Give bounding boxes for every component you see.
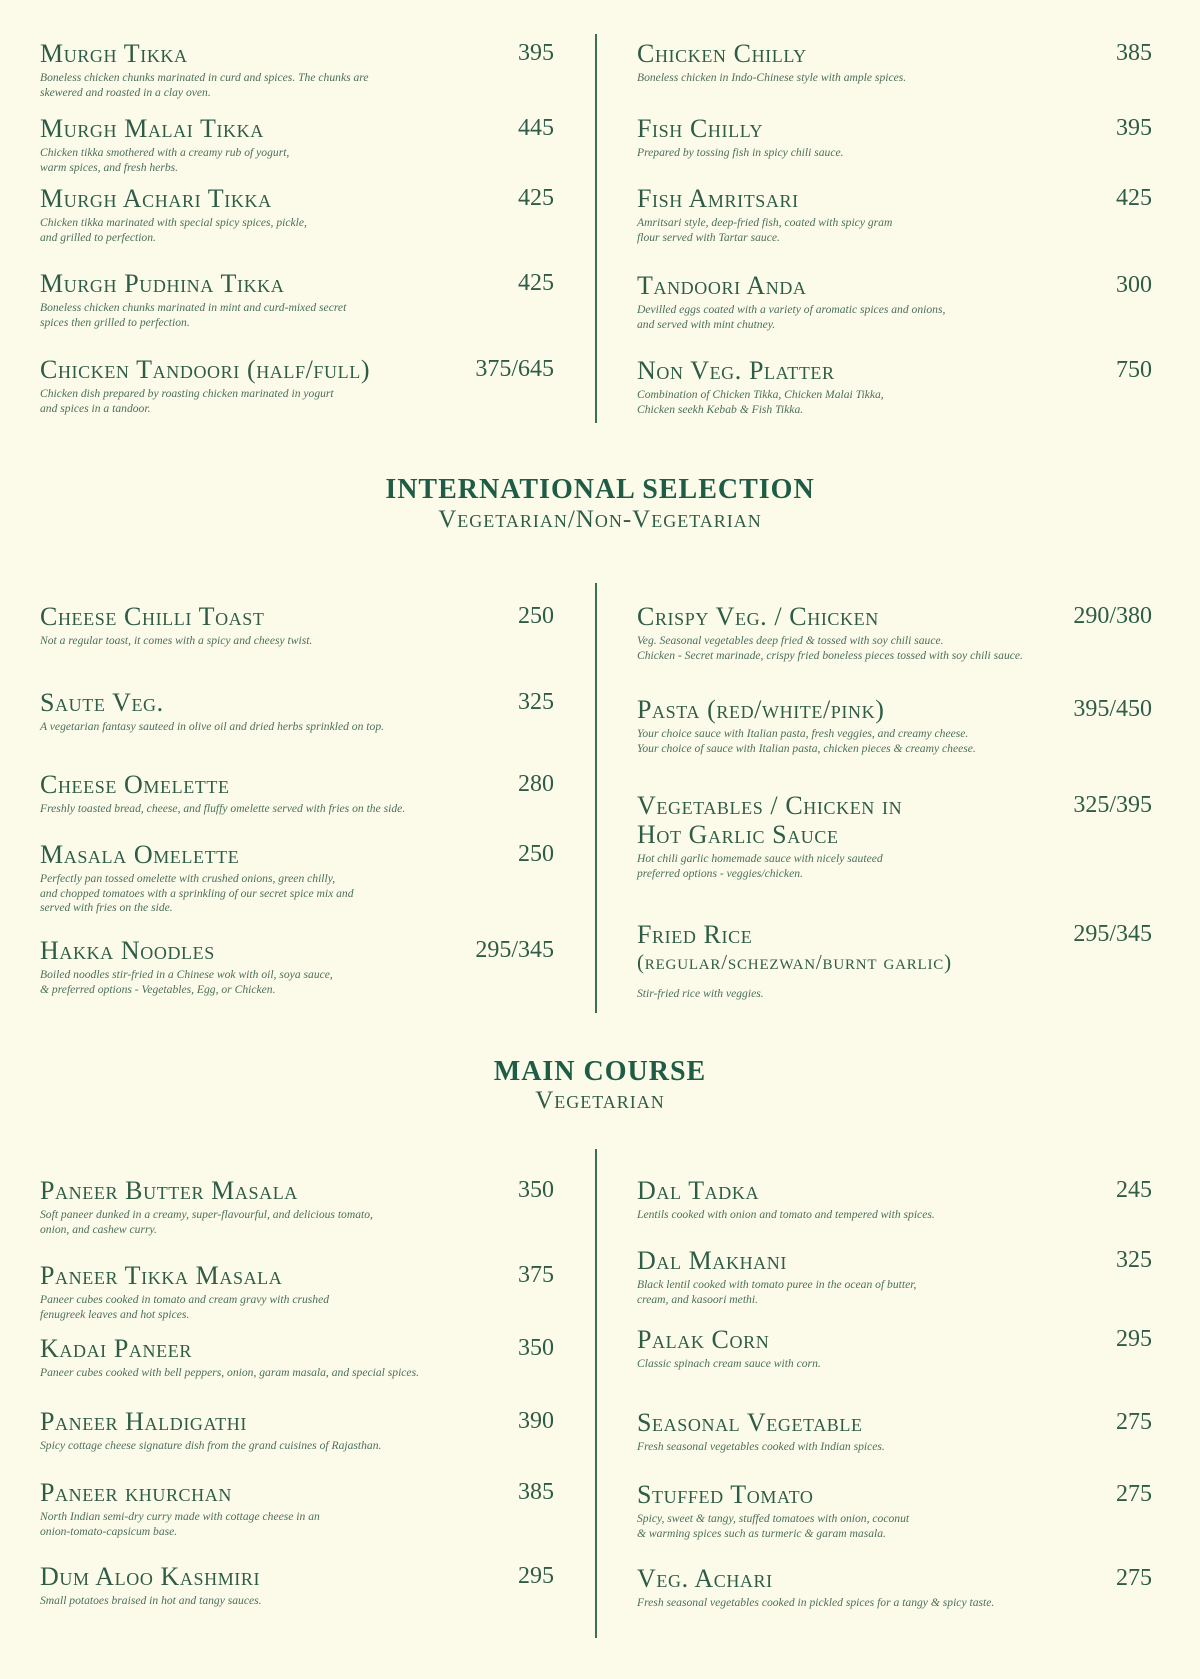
- menu-item: [637, 1408, 1152, 1455]
- menu-item-description: Lentils cooked with onion and tomato and tempered with spices.: [637, 1208, 935, 1221]
- menu-item-price: 385: [518, 1479, 554, 1505]
- menu-item-price: 375: [518, 1262, 554, 1288]
- menu-item-description: Fresh seasonal vegetables cooked with Indian spices.: [637, 1440, 885, 1453]
- menu-item-name: Cheese Omelette: [40, 770, 230, 799]
- menu-item: [637, 356, 1152, 417]
- menu-item: [40, 184, 554, 245]
- section-title: MAIN COURSE: [493, 1056, 707, 1087]
- menu-item-description: Stir-fried rice with veggies.: [637, 987, 764, 1000]
- menu-item-description: Devilled eggs coated with a variety of aromatic spices and onions, and served with mint chutney.: [637, 303, 946, 331]
- menu-item: [637, 114, 1152, 161]
- menu-item-name: Dum Aloo Kashmiri: [40, 1562, 261, 1591]
- menu-item-price: 425: [1116, 185, 1152, 211]
- menu-item-price: 250: [518, 603, 554, 629]
- menu-item: [637, 1480, 1152, 1541]
- menu-item-price: 390: [518, 1408, 554, 1434]
- menu-item-description: Fresh seasonal vegetables cooked in pickled spices for a tangy & spicy taste.: [637, 1596, 995, 1609]
- menu-item-description: Chicken dish prepared by roasting chicken marinated in yogurt and spices in a tandoor.: [40, 387, 334, 415]
- menu-item: [40, 269, 554, 330]
- menu-item-description: Small potatoes braised in hot and tangy sauces.: [40, 1594, 262, 1607]
- menu-item-description: Paneer cubes cooked with bell peppers, onion, garam masala, and special spices.: [40, 1366, 419, 1379]
- menu-item: [637, 695, 1152, 756]
- menu-item-price: 395: [518, 40, 554, 66]
- menu-item-name: Saute Veg.: [40, 688, 164, 717]
- menu-item-name: Palak Corn: [637, 1325, 770, 1354]
- menu-item-description: Not a regular toast, it comes with a spicy and cheesy twist.: [40, 634, 313, 647]
- menu-item-price: 290/380: [1073, 603, 1152, 629]
- menu-item-price: 245: [1116, 1177, 1152, 1203]
- menu-item-subname: (regular/schezwan/burnt garlic): [637, 950, 952, 974]
- menu-item-price: 295: [1116, 1326, 1152, 1352]
- menu-item-name: Stuffed Tomato: [637, 1480, 814, 1509]
- menu-item-price: 300: [1116, 272, 1152, 298]
- menu-item: [637, 791, 1152, 881]
- menu-item-name: Kadai Paneer: [40, 1334, 192, 1363]
- menu-item: [40, 1176, 554, 1237]
- menu-item: [40, 770, 554, 817]
- menu-item: [40, 39, 554, 100]
- menu-item-description: Your choice sauce with Italian pasta, fresh veggies, and creamy cheese. Your choice of sauce with Italian pasta, chicken pieces & creamy cheese.: [637, 727, 976, 755]
- menu-item: [637, 184, 1152, 245]
- menu-item: [637, 39, 1152, 86]
- menu-item-price: 275: [1116, 1565, 1152, 1591]
- menu-item: [637, 1246, 1152, 1307]
- menu-item-price: 395: [1116, 115, 1152, 141]
- menu-item-description: Soft paneer dunked in a creamy, super-flavourful, and delicious tomato, onion, and cashew curry.: [40, 1208, 373, 1236]
- menu-item-price: 250: [518, 841, 554, 867]
- menu-item-description: Boneless chicken chunks marinated in curd and spices. The chunks are skewered and roasted in a clay oven.: [40, 71, 369, 99]
- menu-item-price: 425: [518, 185, 554, 211]
- menu-item-name: Fried Rice: [637, 920, 753, 949]
- menu-item-description: Hot chili garlic homemade sauce with nicely sauteed preferred options - veggies/chicken.: [637, 852, 883, 880]
- menu-item-name: Crispy Veg. / Chicken: [637, 602, 879, 631]
- menu-item-name: Veg. Achari: [637, 1564, 773, 1593]
- menu-item-name: Murgh Achari Tikka: [40, 184, 272, 213]
- menu-item-description: Boneless chicken chunks marinated in mint and curd-mixed secret spices then grilled to perfection.: [40, 301, 347, 329]
- menu-item-description: A vegetarian fantasy sauteed in olive oil and dried herbs sprinkled on top.: [40, 720, 385, 733]
- menu-item-price: 425: [518, 270, 554, 296]
- menu-item: [637, 602, 1152, 663]
- menu-item-description: Boneless chicken in Indo-Chinese style with ample spices.: [637, 71, 907, 84]
- menu-item-description: Chicken tikka marinated with special spicy spices, pickle, and grilled to perfection.: [40, 216, 307, 244]
- menu-item-name: Chicken Tandoori (half/full): [40, 355, 371, 384]
- menu-item-price: 350: [518, 1335, 554, 1361]
- menu-item-description: Veg. Seasonal vegetables deep fried & tossed with soy chili sauce. Chicken - Secret marinade, crispy fried boneless pieces tossed with soy chili sauce.: [637, 634, 1023, 662]
- menu-item-name: Non Veg. Platter: [637, 356, 835, 385]
- menu-item-price: 325: [518, 689, 554, 715]
- menu-item: [40, 114, 554, 175]
- menu-item-description: Black lentil cooked with tomato puree in the ocean of butter, cream, and kasoori methi.: [637, 1278, 917, 1306]
- menu-item-name: Dal Tadka: [637, 1176, 760, 1205]
- menu-item-description: Boiled noodles stir-fried in a Chinese wok with oil, soya sauce, & preferred options - Vegetables, Egg, or Chicken.: [40, 968, 333, 996]
- menu-item: [40, 840, 554, 916]
- menu-item-name: Vegetables / Chicken in Hot Garlic Sauce: [637, 791, 903, 849]
- column-divider: [595, 1149, 597, 1638]
- menu-item: [637, 920, 1152, 1002]
- menu-item-description: Spicy cottage cheese signature dish from the grand cuisines of Rajasthan.: [40, 1439, 382, 1452]
- menu-item: [40, 602, 554, 649]
- menu-item-price: 275: [1116, 1481, 1152, 1507]
- menu-item-description: Perfectly pan tossed omelette with crushed onions, green chilly, and chopped tomatoes with a sprinkling of our secret spice mix and served with fries on the side.: [40, 872, 354, 914]
- menu-item-name: Masala Omelette: [40, 840, 240, 869]
- menu-item: [40, 936, 554, 997]
- menu-item-description: North Indian semi-dry curry made with cottage cheese in an onion-tomato-capsicum base.: [40, 1510, 320, 1538]
- menu-item: [40, 1407, 554, 1454]
- menu-item-price: 295/345: [1073, 921, 1152, 947]
- menu-item-name: Cheese Chilli Toast: [40, 602, 265, 631]
- menu-item-price: 750: [1116, 357, 1152, 383]
- menu-item-price: 375/645: [475, 356, 554, 382]
- menu-item: [40, 1478, 554, 1539]
- menu-item-name: Murgh Malai Tikka: [40, 114, 264, 143]
- menu-item-price: 295/345: [475, 937, 554, 963]
- menu-item-price: 325: [1116, 1247, 1152, 1273]
- menu-item-description: Combination of Chicken Tikka, Chicken Malai Tikka, Chicken seekh Kebab & Fish Tikka.: [637, 388, 884, 416]
- menu-item-name: Paneer Haldigathi: [40, 1407, 247, 1436]
- menu-item-description: Freshly toasted bread, cheese, and fluffy omelette served with fries on the side.: [40, 802, 406, 815]
- menu-item: [637, 1176, 1152, 1223]
- menu-item-name: Fish Chilly: [637, 114, 764, 143]
- menu-item-name: Tandoori Anda: [637, 271, 807, 300]
- menu-item-description: Spicy, sweet & tangy, stuffed tomatoes with onion, coconut & warming spices such as turmeric & garam masala.: [637, 1512, 910, 1540]
- menu-item-description: Paneer cubes cooked in tomato and cream gravy with crushed fenugreek leaves and hot spices.: [40, 1293, 330, 1321]
- menu-item-name: Paneer khurchan: [40, 1478, 232, 1507]
- section-title: INTERNATIONAL SELECTION: [385, 474, 815, 505]
- menu-item-name: Hakka Noodles: [40, 936, 215, 965]
- section-subtitle: Vegetarian/Non-Vegetarian: [438, 506, 762, 533]
- column-divider: [595, 34, 597, 423]
- menu-item-description: Amritsari style, deep-fried fish, coated with spicy gram flour served with Tartar sauce.: [637, 216, 893, 244]
- menu-item-price: 350: [518, 1177, 554, 1203]
- column-divider: [595, 583, 597, 1013]
- menu-item-price: 275: [1116, 1409, 1152, 1435]
- menu-item-price: 385: [1116, 40, 1152, 66]
- menu-item-price: 280: [518, 771, 554, 797]
- menu-item: [40, 688, 554, 735]
- section-subtitle: Vegetarian: [535, 1087, 665, 1114]
- menu-item-name: Fish Amritsari: [637, 184, 799, 213]
- menu-item: [40, 1562, 554, 1609]
- menu-item-price: 445: [518, 115, 554, 141]
- menu-item: [40, 1261, 554, 1322]
- menu-item: [40, 355, 554, 416]
- menu-item-name: Murgh Pudhina Tikka: [40, 269, 285, 298]
- menu-item-name: Chicken Chilly: [637, 39, 807, 68]
- menu-item-price: 395/450: [1073, 696, 1152, 722]
- menu-item-price: 295: [518, 1563, 554, 1589]
- menu-item-description: Chicken tikka smothered with a creamy rub of yogurt, warm spices, and fresh herbs.: [40, 146, 290, 174]
- menu-item-name: Seasonal Vegetable: [637, 1408, 863, 1437]
- menu-item: [637, 271, 1152, 332]
- menu-item-description: Classic spinach cream sauce with corn.: [637, 1357, 821, 1370]
- menu-item: [637, 1325, 1152, 1372]
- menu-item-name: Paneer Tikka Masala: [40, 1261, 283, 1290]
- menu-item-price: 325/395: [1073, 792, 1152, 818]
- menu-item: [40, 1334, 554, 1381]
- menu-item-name: Paneer Butter Masala: [40, 1176, 298, 1205]
- menu-item-name: Dal Makhani: [637, 1246, 787, 1275]
- menu-item-description: Prepared by tossing fish in spicy chili sauce.: [637, 146, 844, 159]
- menu-item-name: Pasta (red/white/pink): [637, 695, 885, 724]
- menu-item: [637, 1564, 1152, 1611]
- menu-item-name: Murgh Tikka: [40, 39, 188, 68]
